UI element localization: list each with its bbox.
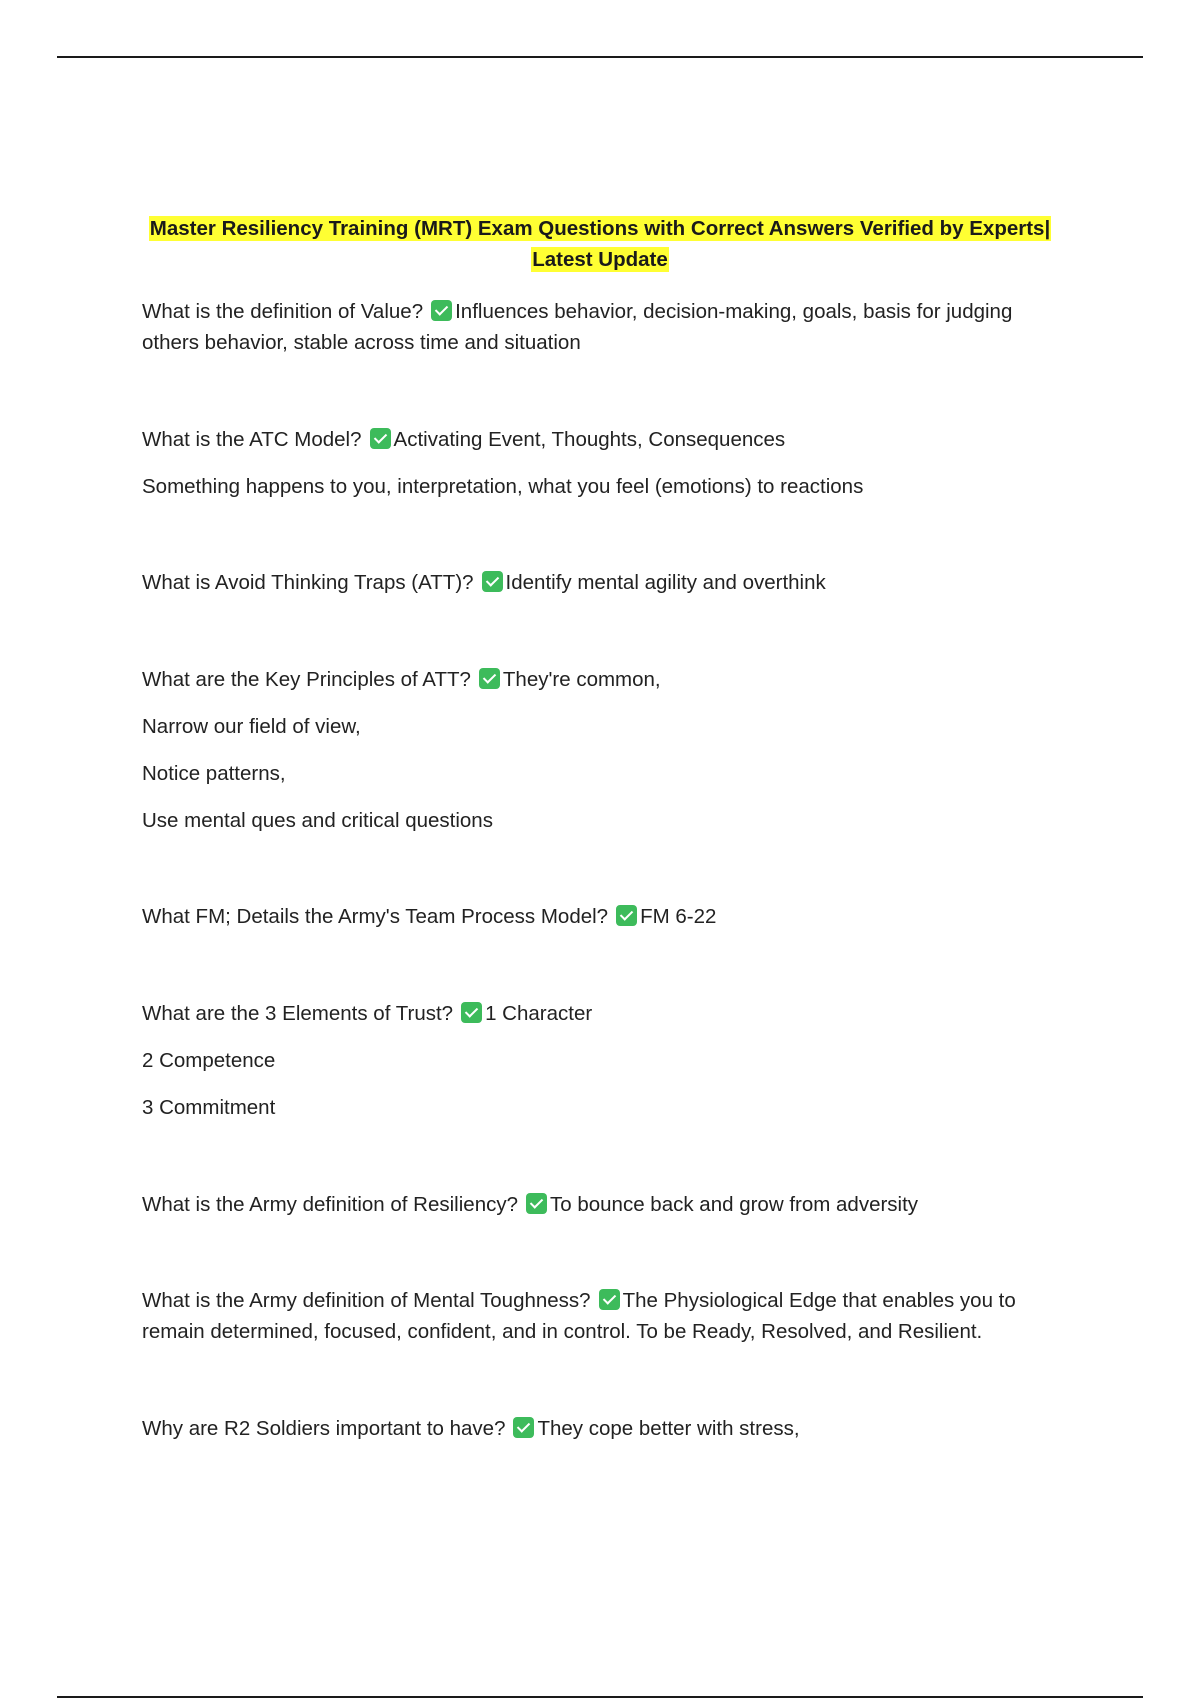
qa-line bbox=[142, 296, 1062, 358]
answer-text: The Physiological Edge that enables you to remain determined, focused, confident, and in control. To be Ready, Resolved, and Resilient. bbox=[142, 1289, 1016, 1343]
qa-item-mental-toughness bbox=[142, 1285, 1062, 1347]
check-mark-icon bbox=[461, 1002, 482, 1023]
check-mark-icon bbox=[513, 1417, 534, 1438]
check-mark-icon bbox=[479, 668, 500, 689]
question-text: What FM; Details the Army's Team Process Model? bbox=[142, 905, 609, 928]
check-mark-icon bbox=[482, 571, 503, 592]
qa-item-att bbox=[142, 567, 1062, 598]
qa-item-value bbox=[142, 296, 1062, 358]
check-mark-icon bbox=[526, 1193, 547, 1214]
qa-line bbox=[142, 1413, 1062, 1444]
answer-continuation: Narrow our field of view, bbox=[142, 715, 361, 738]
qa-item-team-process bbox=[142, 901, 1062, 932]
answer-continuation: 2 Competence bbox=[142, 1049, 276, 1072]
check-mark-icon bbox=[599, 1289, 620, 1310]
qa-item-trust bbox=[142, 998, 1062, 1123]
qa-line bbox=[142, 664, 1062, 695]
qa-line bbox=[142, 998, 1062, 1029]
answer-text: To bounce back and grow from adversity bbox=[550, 1193, 919, 1216]
qa-line bbox=[142, 567, 1062, 598]
check-mark-icon bbox=[616, 905, 637, 926]
answer-text: FM 6-22 bbox=[640, 905, 717, 928]
qa-line bbox=[142, 1189, 1062, 1220]
question-text: What are the Key Principles of ATT? bbox=[142, 668, 471, 691]
answer-continuation: Something happens to you, interpretation, what you feel (emotions) to reactions bbox=[142, 475, 864, 498]
title-line-1: Master Resiliency Training (MRT) Exam Questions with Correct Answers Verified by Experts| bbox=[149, 217, 1051, 240]
question-text: What are the 3 Elements of Trust? bbox=[142, 1002, 454, 1025]
question-text: What is the Army definition of Resiliency? bbox=[142, 1193, 518, 1216]
answer-continuation: Use mental ques and critical questions bbox=[142, 809, 493, 832]
answer-text: 1 Character bbox=[485, 1002, 593, 1025]
answer-text: They're common, bbox=[502, 668, 661, 691]
qa-line bbox=[142, 1285, 1062, 1347]
page-top-rule bbox=[57, 56, 1143, 58]
qa-line bbox=[142, 424, 1062, 455]
page-bottom-rule bbox=[57, 1696, 1143, 1698]
check-mark-icon bbox=[370, 428, 391, 449]
question-text: Why are R2 Soldiers important to have? bbox=[142, 1417, 506, 1440]
qa-item-atc-model bbox=[142, 424, 1062, 502]
answer-text: Identify mental agility and overthink bbox=[505, 571, 826, 594]
answer-text: They cope better with stress, bbox=[537, 1417, 800, 1440]
check-mark-icon bbox=[431, 300, 452, 321]
answer-text: Influences behavior, decision-making, goals, basis for judging others behavior, stable across time and situation bbox=[142, 300, 1013, 354]
qa-item-att-principles bbox=[142, 664, 1062, 836]
answer-continuation: 3 Commitment bbox=[142, 1096, 276, 1119]
question-text: What is the Army definition of Mental Toughness? bbox=[142, 1289, 591, 1312]
answer-text: Activating Event, Thoughts, Consequences bbox=[393, 428, 786, 451]
qa-line bbox=[142, 901, 1062, 932]
answer-continuation: Notice patterns, bbox=[142, 762, 286, 785]
qa-item-r2-soldiers bbox=[142, 1413, 1062, 1444]
question-text: What is the definition of Value? bbox=[142, 300, 424, 323]
title-line-2: Latest Update bbox=[532, 248, 668, 271]
question-text: What is the ATC Model? bbox=[142, 428, 362, 451]
qa-item-resiliency bbox=[142, 1189, 1062, 1220]
document-title bbox=[140, 213, 1060, 275]
question-text: What is Avoid Thinking Traps (ATT)? bbox=[142, 571, 474, 594]
